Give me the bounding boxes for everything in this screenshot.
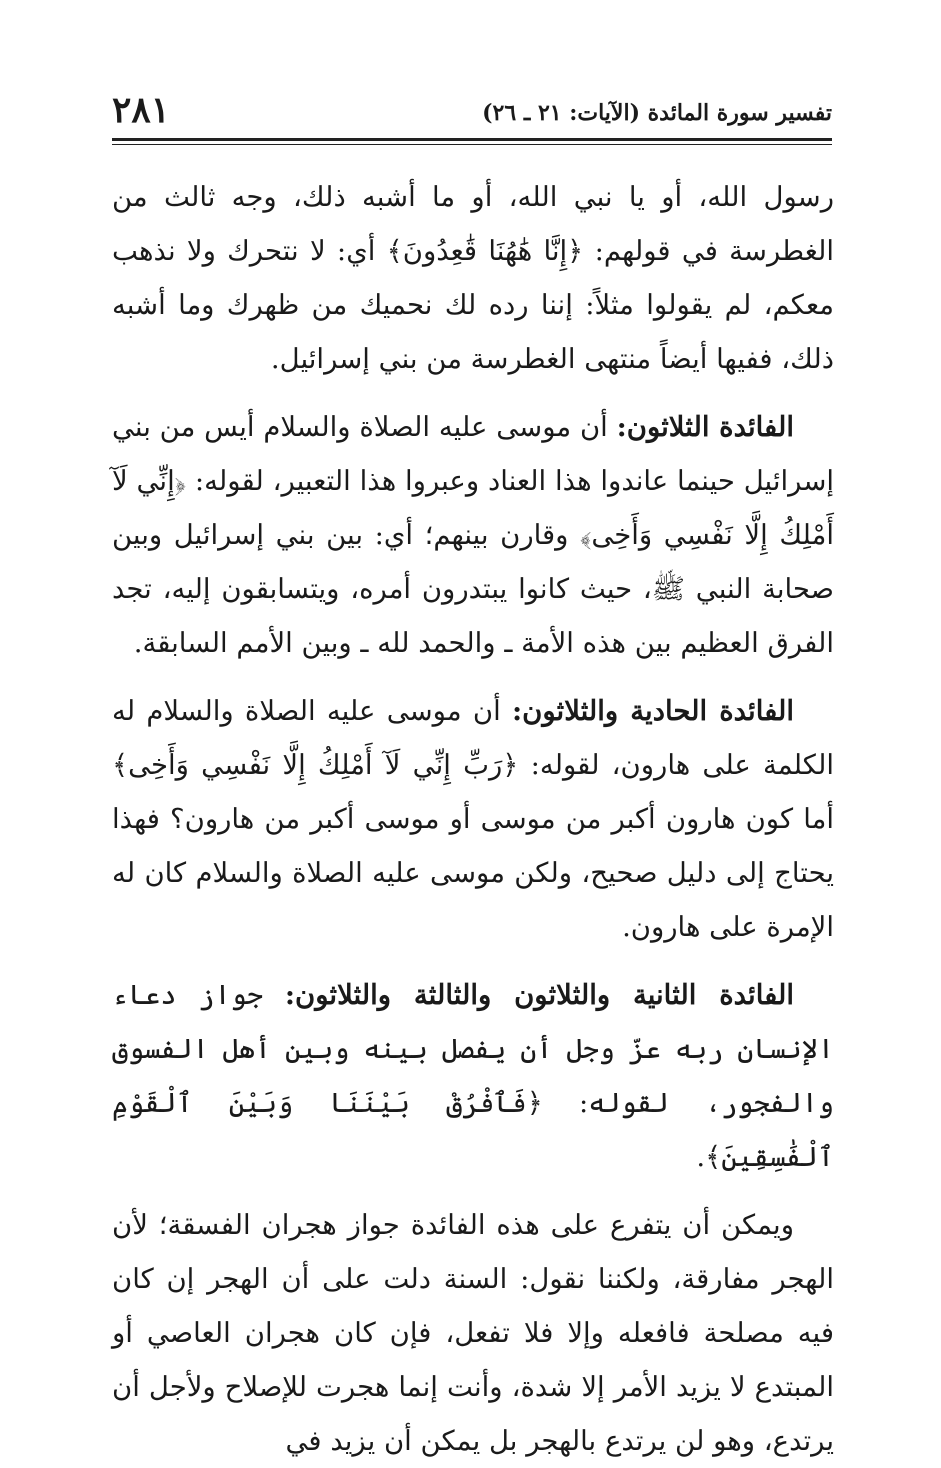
paragraph-text: رسول الله، أو يا نبي الله، أو ما أشبه ذلك، وجه ثالث من الغطرسة في قولهم: ﴿إِنَّا هَٰهُنَا قَٰعِدُونَ﴾ أي: لا نتحرك ولا نذهب معكم، لم يقولوا مثلاً: إننا رده لك نحميك من ظهرك وما أشبه ذلك، ففيها أيضاً منتهى الغطرسة من بني إسرائيل. [112,181,834,375]
paragraph-heading: الفائدة الحادية والثلاثون: [511,695,794,727]
paragraph-text: جواز دعاء الإنسان ربه عزّ وجل أن يفصل بينه وبين أهل الفسوق والفجور، لقوله: ﴿فَٱفْرُقْ بَيْنَنَا وَبَيْنَ ٱلْقَوْمِ ٱلْفَٰسِقِينَ﴾. [112,979,834,1173]
paragraph-1 [112,170,834,386]
running-title: تفسير سورة المائدة (الآيات: ٢١ ـ ٢٦) [482,100,832,126]
paragraph-2 [112,400,834,670]
paragraph-text: أن موسى عليه الصلاة والسلام أيس من بني إسرائيل حينما عاندوا هذا العناد وعبروا هذا التعبير، لقوله: ﴿إِنِّي لَآ أَمْلِكُ إِلَّا نَفْسِي وَأَخِى﴾ وقارن بينهم؛ أي: بين بني إسرائيل وبين صحابة النبي ﷺ، حيث كانوا يبتدرون أمره، ويتسابقون إليه، تجد الفرق العظيم بين هذه الأمة ـ والحمد لله ـ وبين الأمم السابقة. [112,411,834,659]
page-header [112,88,832,144]
page-body [112,170,834,1468]
paragraph-5 [112,1198,834,1468]
header-rule-thick [112,138,832,141]
paragraph-3 [112,684,834,954]
header-rule-thin [112,144,832,145]
paragraph-heading: الفائدة الثانية والثلاثون والثالثة والثلاثون: [284,979,795,1011]
paragraph-text: أن موسى عليه الصلاة والسلام له الكلمة على هارون، لقوله: ﴿رَبِّ إِنِّي لَآ أَمْلِكُ إِلَّا نَفْسِي وَأَخِى﴾ أما كون هارون أكبر من موسى أو موسى أكبر من هارون؟ فهذا يحتاج إلى دليل صحيح، ولكن موسى عليه الصلاة والسلام كان له الإمرة على هارون. [112,695,834,943]
paragraph-4 [112,968,834,1184]
paragraph-text: ويمكن أن يتفرع على هذه الفائدة جواز هجران الفسقة؛ لأن الهجر مفارقة، ولكننا نقول: السنة دلت على أن الهجر إن كان فيه مصلحة فافعله وإلا فلا تفعل، فإن كان هجران العاصي أو المبتدع لا يزيد الأمر إلا شدة، وأنت إنما هجرت للإصلاح ولأجل أن يرتدع، وهو لن يرتدع بالهجر بل يمكن أن يزيد في [112,1209,834,1457]
page-number: ٢٨١ [112,89,171,131]
paragraph-heading: الفائدة الثلاثون: [616,411,794,443]
